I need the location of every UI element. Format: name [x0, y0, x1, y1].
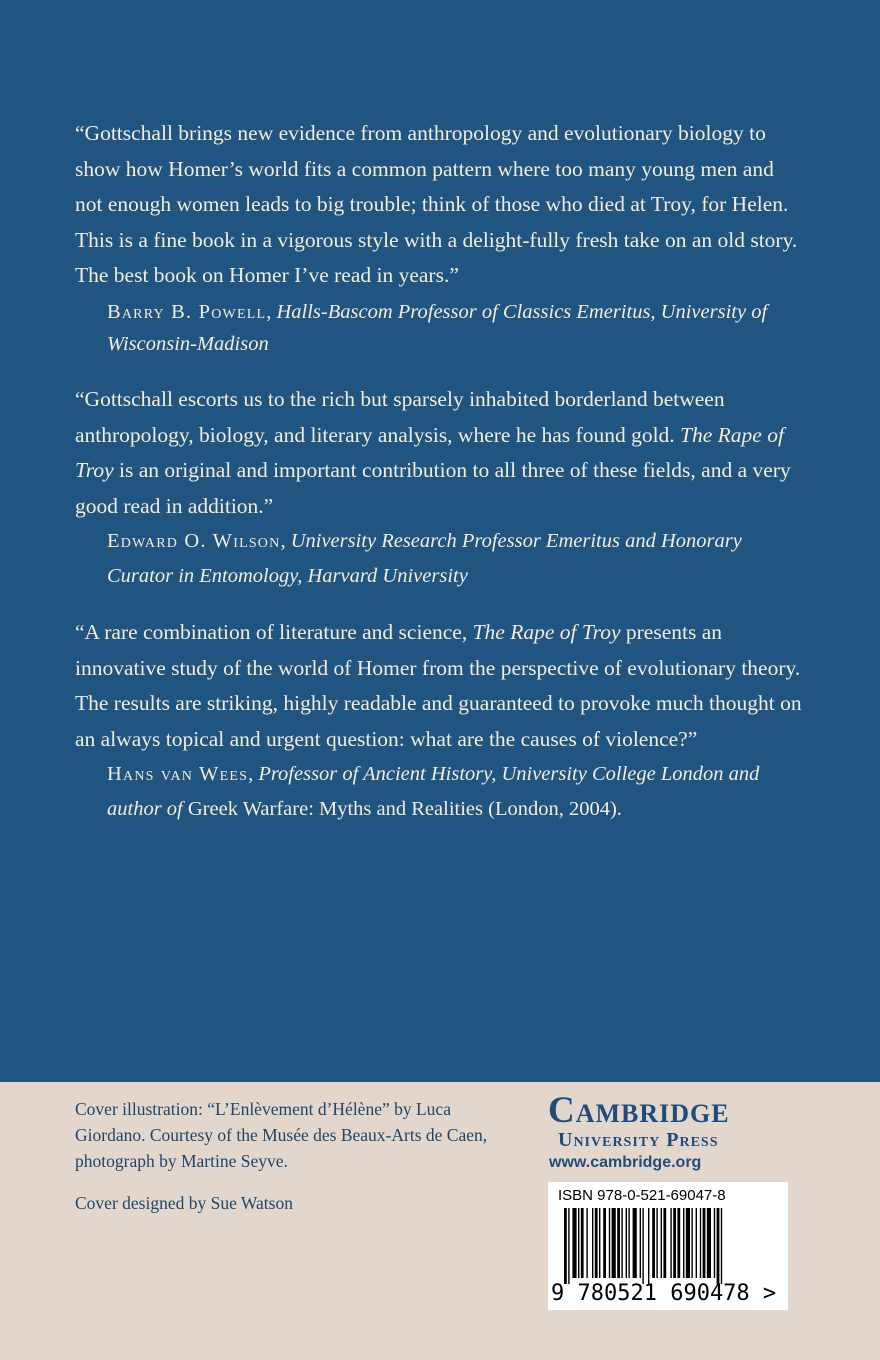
endorsement-wilson: [75, 382, 805, 594]
publisher-subname: University Press: [558, 1129, 719, 1151]
barcode-bar: [683, 1208, 684, 1278]
barcode-bar: [642, 1208, 643, 1284]
barcode-bar: [700, 1208, 701, 1278]
endorsement-powell: [75, 116, 805, 360]
publisher-logo: [548, 1088, 788, 1134]
barcode-bar: [652, 1208, 655, 1278]
author-name: Hans van Wees: [107, 763, 249, 785]
quote-text: “Gottschall brings new evidence from anthropology and evolutionary biology to show how Homer’s world fits a common pattern where too many young men and not enough women leads to big trouble; think of those who died at Troy, for Helen. This is a fine book in a vigorous style with a delight-fully fresh take on an old story. The best book on Homer I’ve read in years.”: [75, 121, 798, 287]
author-title: Professor of Ancient History, University College London and author of: [107, 763, 760, 820]
cited-work: Greek Warfare: Myths and Realities: [187, 798, 483, 820]
attribution: Hans van Wees, Professor of Ancient History, University College London and author of Greek Warfare: Myths and Realities (London, 2004).: [107, 763, 760, 820]
author-name: Barry B. Powell: [107, 300, 267, 323]
quote-text: “A rare combination of literature and science, The Rape of Troy presents an innovative study of the world of Homer from the perspective of evolutionary theory. The results are striking, highly readable and guaranteed to provoke much thought on an always topical and urgent question: what are the causes of violence?”: [75, 620, 802, 751]
barcode-bar: [633, 1208, 637, 1278]
author-title: Halls-Bascom Professor of Classics Emeritus, University of Wisconsin-Madison: [107, 300, 768, 355]
publisher-url: www.cambridge.org: [549, 1154, 702, 1171]
author-name: Edward O. Wilson: [107, 530, 281, 552]
isbn-barcode: [548, 1182, 788, 1310]
barcode-bar: [572, 1208, 576, 1278]
attribution: Edward O. Wilson, University Research Professor Emeritus and Honorary Curator in Entomology, Harvard University: [107, 530, 742, 587]
quote-text: “Gottschall escorts us to the rich but sparsely inhabited borderland between anthropology, biology, and literary analysis, where he has found gold. The Rape of Troy is an original and important contribution to all three of these fields, and a very good read in addition.”: [75, 387, 791, 518]
barcode-bar: [617, 1208, 620, 1278]
barcode-bar: [578, 1208, 579, 1278]
book-title: The Rape of Troy: [472, 620, 621, 644]
barcode-bar: [581, 1208, 584, 1278]
barcode-bar: [717, 1208, 720, 1284]
barcode-bar: [612, 1208, 616, 1278]
barcode-bar: [696, 1208, 697, 1278]
barcode-digits: 9 780521 690478 >: [551, 1281, 777, 1306]
barcode-bar: [564, 1208, 567, 1284]
barcode-bar: [628, 1208, 629, 1278]
barcode-bar: [568, 1208, 569, 1284]
book-title: The Rape of Troy: [75, 422, 784, 482]
barcode-bar: [595, 1208, 598, 1278]
barcode-bar: [703, 1208, 706, 1278]
illustration-credit: Cover illustration: “L’Enlèvement d’Hélène” by Luca Giordano. Courtesy of the Musée des Beaux-Arts de Caen, photograph by Martine Seyve.: [75, 1099, 488, 1171]
isbn-label: ISBN 978-0-521-69047-8: [558, 1187, 726, 1204]
barcode-bar: [686, 1208, 690, 1278]
cover-credits: [75, 1096, 495, 1216]
endorsement-van-wees: [75, 615, 805, 827]
designer-credit: Cover designed by Sue Watson: [75, 1193, 293, 1213]
barcode-bar: [609, 1208, 610, 1278]
publisher-name: Cambridge: [548, 1090, 730, 1131]
barcode-bar: [599, 1208, 600, 1278]
barcode-bar: [592, 1208, 593, 1278]
cited-work-note: (London, 2004).: [488, 798, 622, 820]
barcode-bar: [626, 1208, 627, 1278]
barcode-bar: [721, 1208, 722, 1284]
attribution: Barry B. Powell, Halls-Bascom Professor of Classics Emeritus, University of Wisconsin-Madison: [107, 300, 768, 355]
barcode-bar: [714, 1208, 715, 1278]
publisher-panel: [0, 1082, 880, 1360]
barcode-bar: [663, 1208, 666, 1278]
author-title: University Research Professor Emeritus and Honorary Curator in Entomology, Harvard University: [107, 530, 742, 587]
barcode-bar: [673, 1208, 676, 1278]
barcode-bar: [670, 1208, 671, 1278]
barcode-bar: [603, 1208, 606, 1278]
barcode-bar: [707, 1208, 711, 1278]
barcode-bar: [586, 1208, 587, 1278]
barcode-bar: [656, 1208, 657, 1278]
barcode-bar: [661, 1208, 662, 1278]
barcode-bar: [691, 1208, 692, 1278]
barcode-bar: [640, 1208, 641, 1278]
barcode-bar: [621, 1208, 622, 1278]
barcode-bar: [648, 1208, 649, 1284]
barcode-bar: [677, 1208, 680, 1278]
